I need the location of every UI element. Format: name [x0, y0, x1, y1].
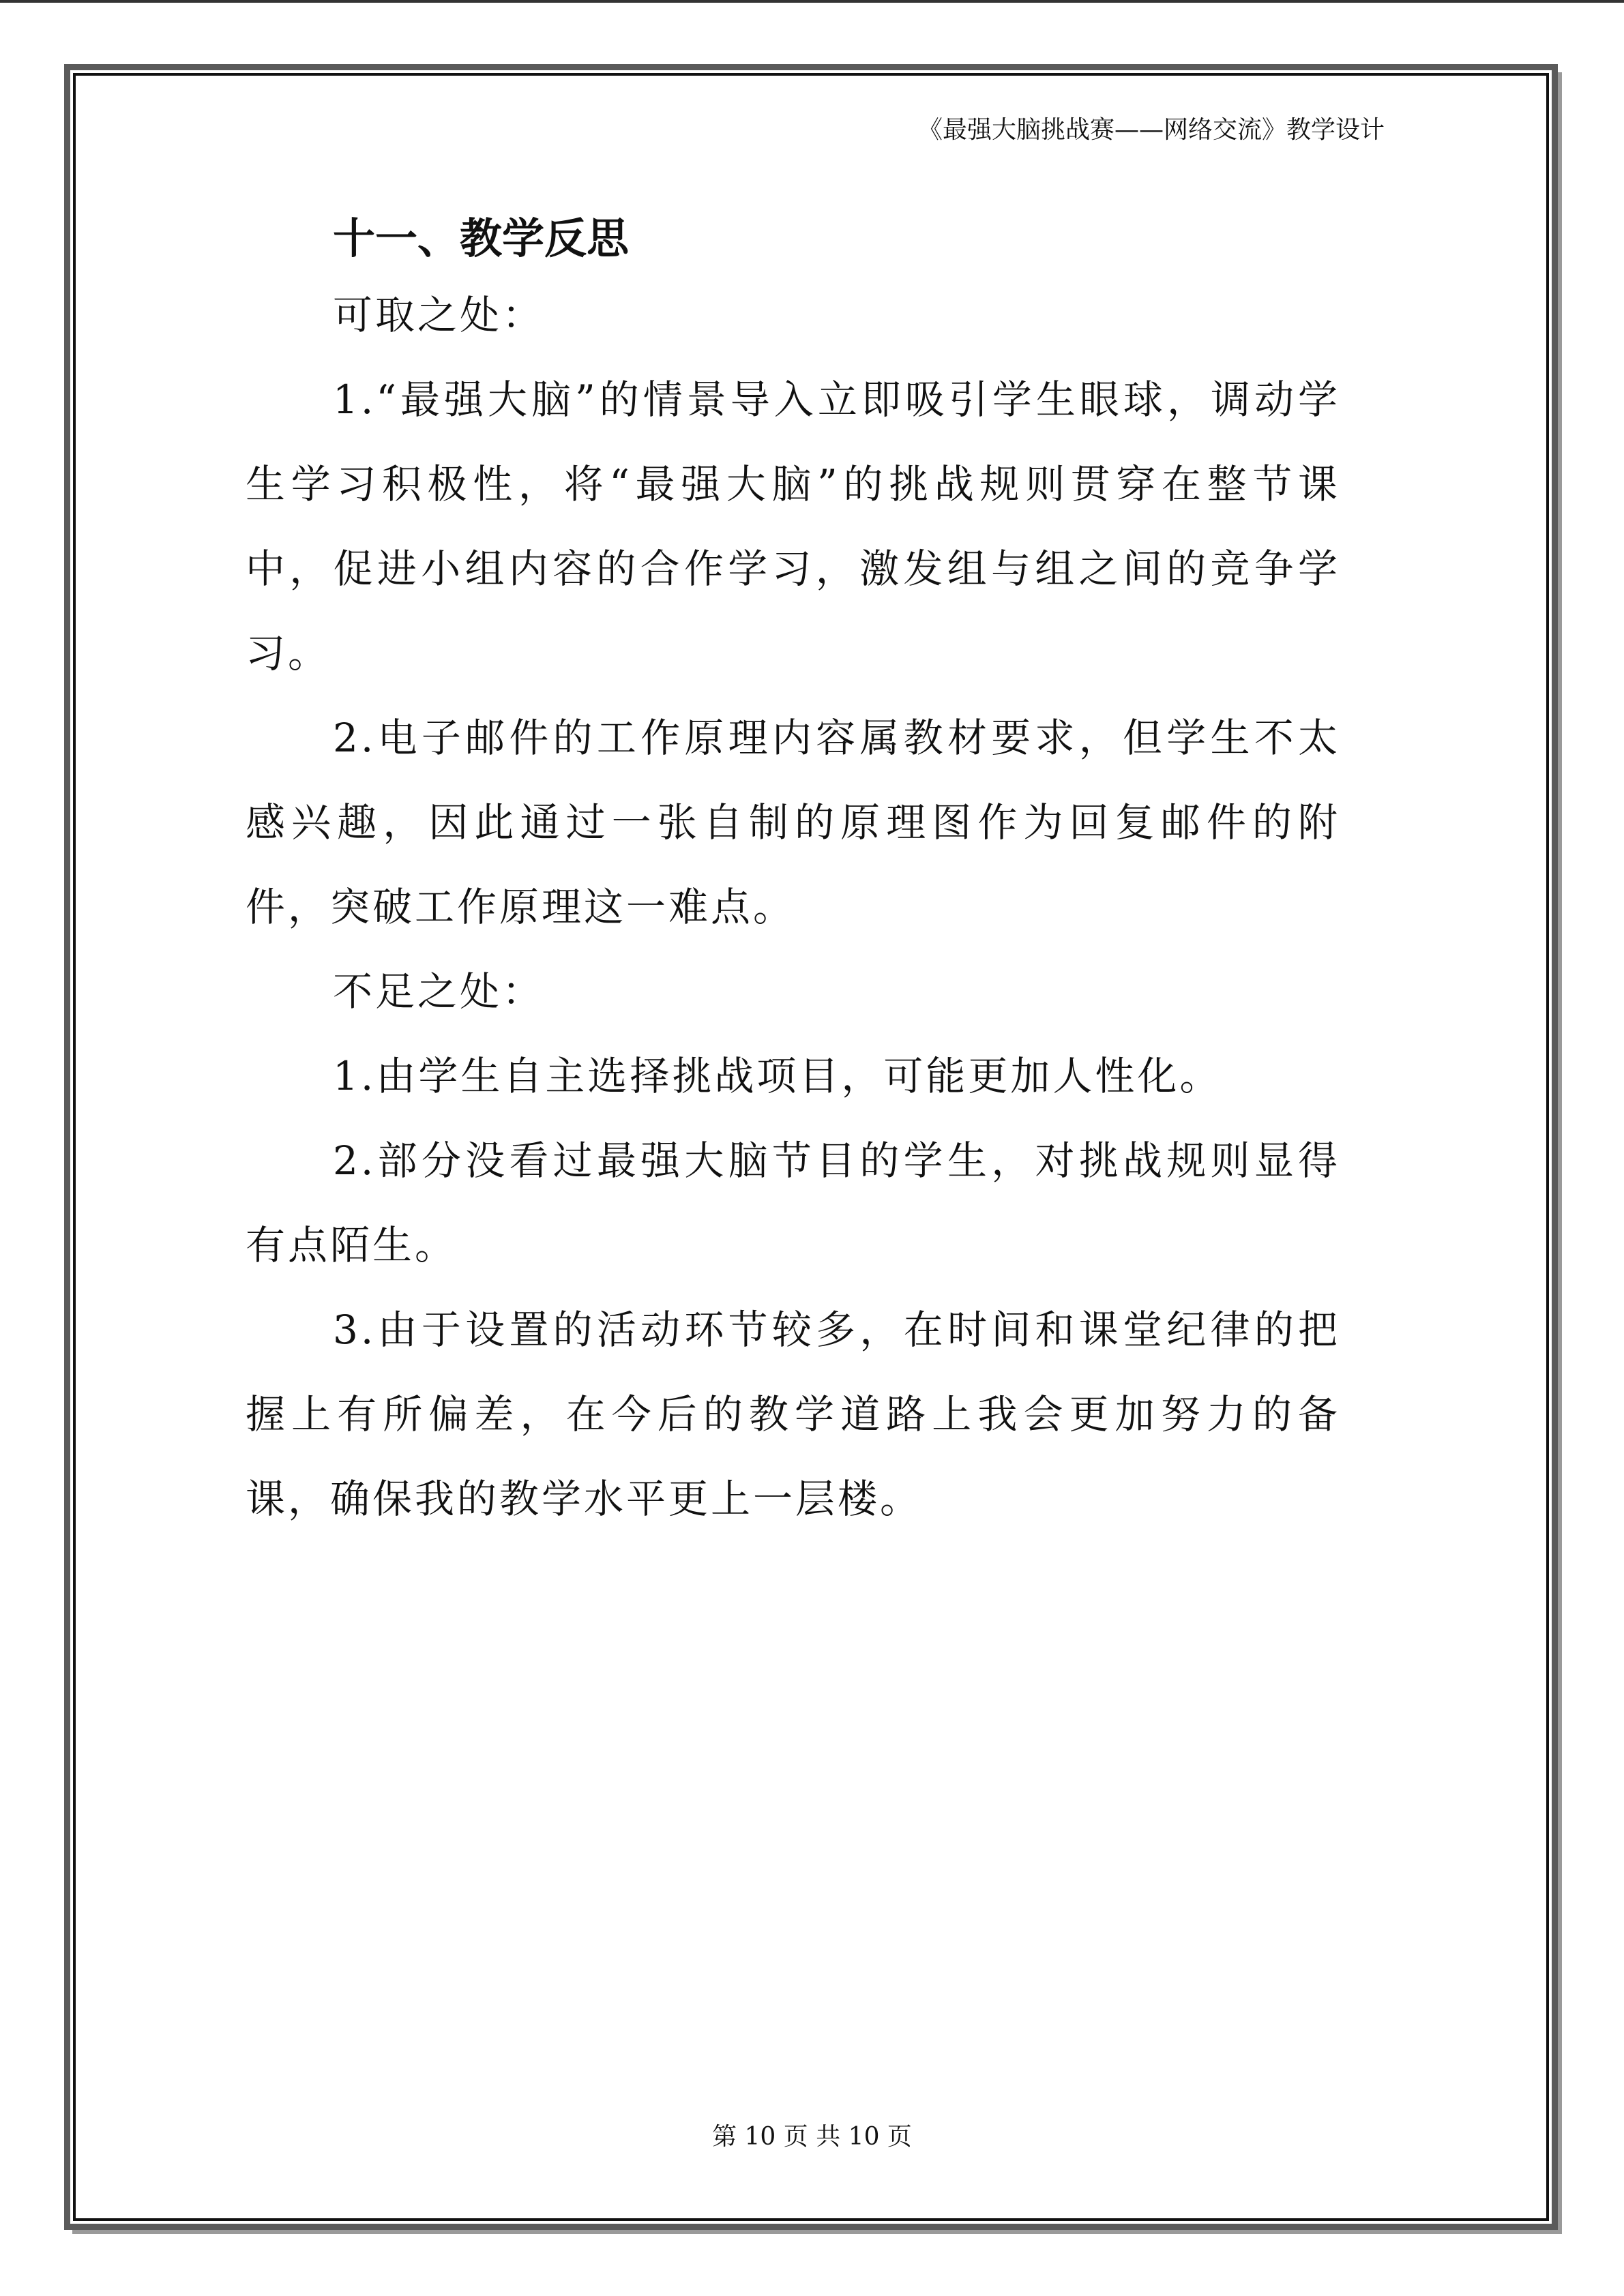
shortcoming-item: 3.由于设置的活动环节较多，在时间和课堂纪律的把握上有所偏差，在今后的教学道路上我会更加努力的备课，确保我的教学水平更上一层楼。	[246, 1307, 1340, 1522]
merits-heading: 可取之处：	[333, 292, 545, 338]
page-frame-shadow-right	[1558, 72, 1562, 2234]
section-title: 十一、教学反思	[333, 213, 630, 263]
shortcomings-heading: 不足之处：	[333, 968, 545, 1015]
merit-item: 1.“最强大脑”的情景导入立即吸引学生眼球，调动学生学习积极性，将“最强大脑”的挑战规则贯穿在整节课中，促进小组内容的合作学习，激发组与组之间的竞争学习。	[246, 376, 1340, 676]
page-frame-shadow-bottom	[72, 2230, 1562, 2234]
shortcoming-item: 1.由学生自主选择挑战项目，可能更加人性化。	[333, 1053, 1222, 1099]
page-top-rule	[0, 0, 1624, 3]
page-number: 第 10 页 共 10 页	[712, 2123, 912, 2151]
document-body	[246, 205, 1340, 1541]
shortcoming-item: 2.部分没看过最强大脑节目的学生，对挑战规则显得有点陌生。	[246, 1137, 1340, 1268]
merit-item: 2.电子邮件的工作原理内容属教材要求，但学生不太感兴趣，因此通过一张自制的原理图作为回复邮件的附件，突破工作原理这一难点。	[246, 715, 1340, 930]
running-header: 《最强大脑挑战赛——网络交流》教学设计	[917, 116, 1385, 144]
